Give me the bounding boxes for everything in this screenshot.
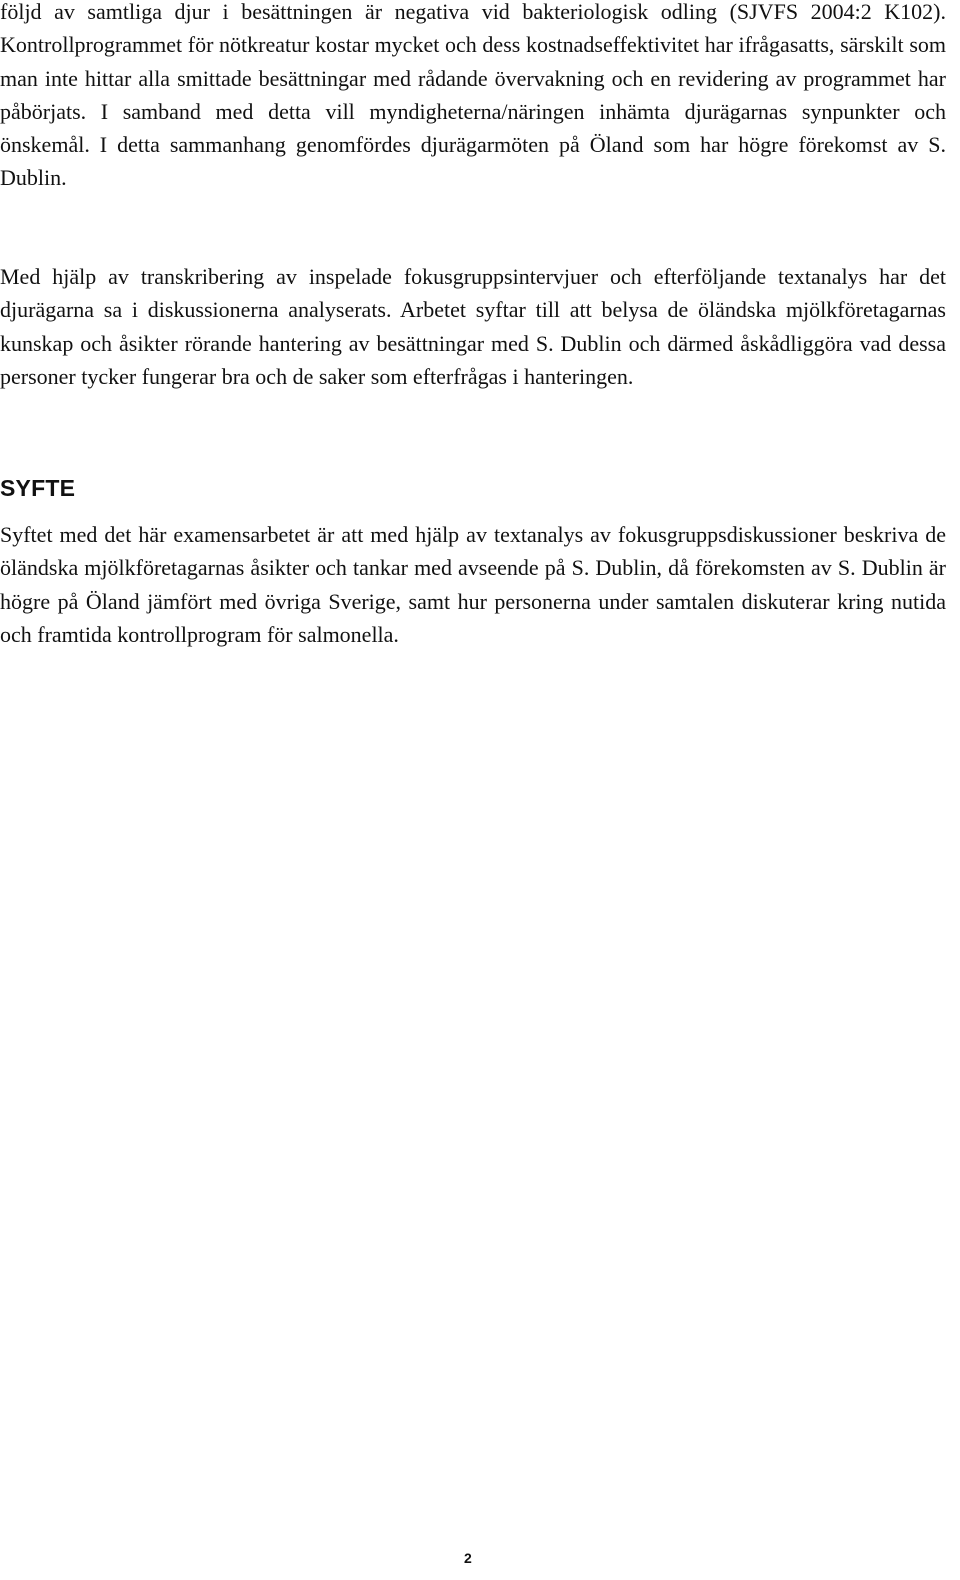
paragraph-syfte: Syftet med det här examensarbetet är att med hjälp av textanalys av fokusgruppsdiskussioner beskriva de öländska mjölkföretagarnas åsikter och tankar med avseende på S. Dublin, då förekomsten av S. Dublin är högre på Öland jämfört med övriga Sverige, samt hur personerna under samtalen diskuterar kring nutida och framtida kontrollprogram för salmonella.: [0, 522, 946, 647]
paragraph-background: följd av samtliga djur i besättningen är negativa vid bakteriologisk odling (SJVFS 2004:2 K102). Kontrollprogrammet för nötkreatur kostar mycket och dess kostnadseffektivitet har ifrågasatts, särskilt som man inte hittar alla smittade besättningar med rådande övervakning och en revidering av programmet har påbörjats. I samband med detta vill myndigheterna/näringen inhämta djurägarnas synpunkter och önskemål. I detta sammanhang genomfördes djurägarmöten på Öland som har högre förekomst av S. Dublin.: [0, 0, 946, 191]
paragraph-method: Med hjälp av transkribering av inspelade fokusgruppsintervjuer och efterföljande textanalys har det djurägarna sa i diskussionerna analyserats. Arbetet syftar till att belysa de öländska mjölkföretagarnas kunskap och åsikter rörande hantering av besättningar med S. Dublin och därmed åskådliggöra vad dessa personer tycker fungerar bra och de saker som efterfrågas i hanteringen.: [0, 264, 946, 389]
section-heading-syfte: SYFTE: [0, 475, 76, 501]
page-number: 2: [464, 1550, 472, 1566]
